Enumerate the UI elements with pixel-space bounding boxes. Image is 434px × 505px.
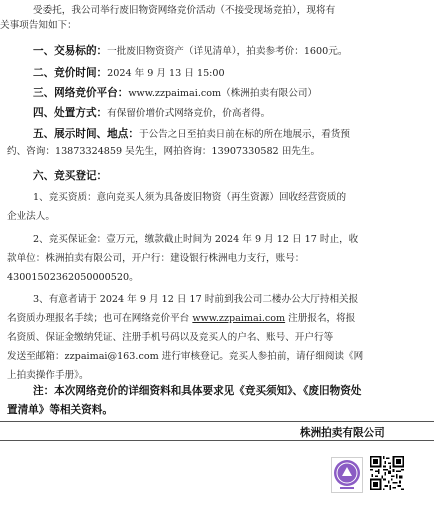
divider — [0, 440, 434, 441]
section-display-contact: 约、咨询：13873324859 吴先生，网拍咨询：13907330582 田先生。 — [7, 146, 321, 157]
para-1-line-1: 1、竞买资质：意向竞买人须为具备废旧物资（再生资源）回收经营资质的 — [33, 192, 347, 203]
para-3-line-2: 名资质办理报名手续；也可在网络竞价平台 www.zzpaimai.com 注册报名，将报 — [7, 313, 356, 324]
platform-link[interactable]: www.zzpaimai.com — [192, 313, 286, 324]
section-label: 三、网络竞价平台： — [33, 87, 129, 99]
section-label: 五、展示时间、地点： — [33, 128, 139, 140]
note-line-2: 置清单》等相关资料。 — [7, 404, 113, 416]
section-label: 四、处置方式： — [33, 107, 108, 119]
section-label: 二、竞价时间： — [33, 67, 108, 79]
note-line-1: 注：本次网络竞价的详细资料和具体要求见《竞买须知》、《废旧物资处 — [33, 385, 362, 397]
divider — [0, 421, 434, 422]
section-label: 一、交易标的： — [33, 45, 108, 57]
section-text: 一批废旧物资资产（详见清单），拍卖参考价：1600元。 — [107, 46, 348, 57]
section-display — [0, 127, 434, 142]
section-label: 六、竞买登记： — [33, 170, 108, 182]
section-platform — [0, 86, 434, 101]
para-3-line-1: 3、有意者请于 2024 年 9 月 12 日 17 时前到我公司二楼办公大厅持相关报 — [33, 294, 359, 305]
para-2-line-1: 2、竞买保证金：壹万元，缴款截止时间为 2024 年 9 月 12 日 17 时止，收 — [33, 234, 359, 245]
para-2-line-3: 43001502362050000520。 — [7, 272, 139, 283]
para-2-line-2: 款单位：株洲拍卖有限公司，开户行：建设银行株洲电力支行，账号： — [7, 253, 305, 264]
seal-logo-icon — [331, 457, 363, 493]
section-registration — [0, 169, 434, 184]
intro-line-2: 关事项告知如下： — [0, 20, 77, 31]
qr-code-icon — [370, 456, 404, 490]
section-item — [0, 44, 434, 59]
para-3-line-5: 上拍卖操作手册》。 — [7, 370, 89, 381]
section-text: 2024 年 9 月 13 日 15:00 — [107, 68, 225, 79]
para-3-line-3: 名资质、保证金缴纳凭证、注册手机号码以及竞买人的户名、账号、开户行等 — [7, 332, 334, 343]
section-time — [0, 66, 434, 81]
section-text: 于公告之日至拍卖日前在标的所在地展示，看货预 — [138, 129, 350, 140]
intro-line-1: 受委托，我公司举行废旧物资网络竞价活动（不接受现场竞拍），现将有 — [33, 5, 336, 16]
para-1-line-2: 企业法人。 — [7, 211, 55, 222]
section-text: www.zzpaimai.com（株洲拍卖有限公司） — [128, 88, 318, 99]
company-name: 株洲拍卖有限公司 — [300, 427, 385, 439]
section-text: 有保留价增价式网络竞价，价高者得。 — [107, 108, 271, 119]
para-3-line-4: 发送至邮箱：zzpaimai@163.com 进行审核登记。竞买人参拍前，请仔细阅读《网 — [7, 351, 364, 362]
section-method — [0, 106, 434, 121]
